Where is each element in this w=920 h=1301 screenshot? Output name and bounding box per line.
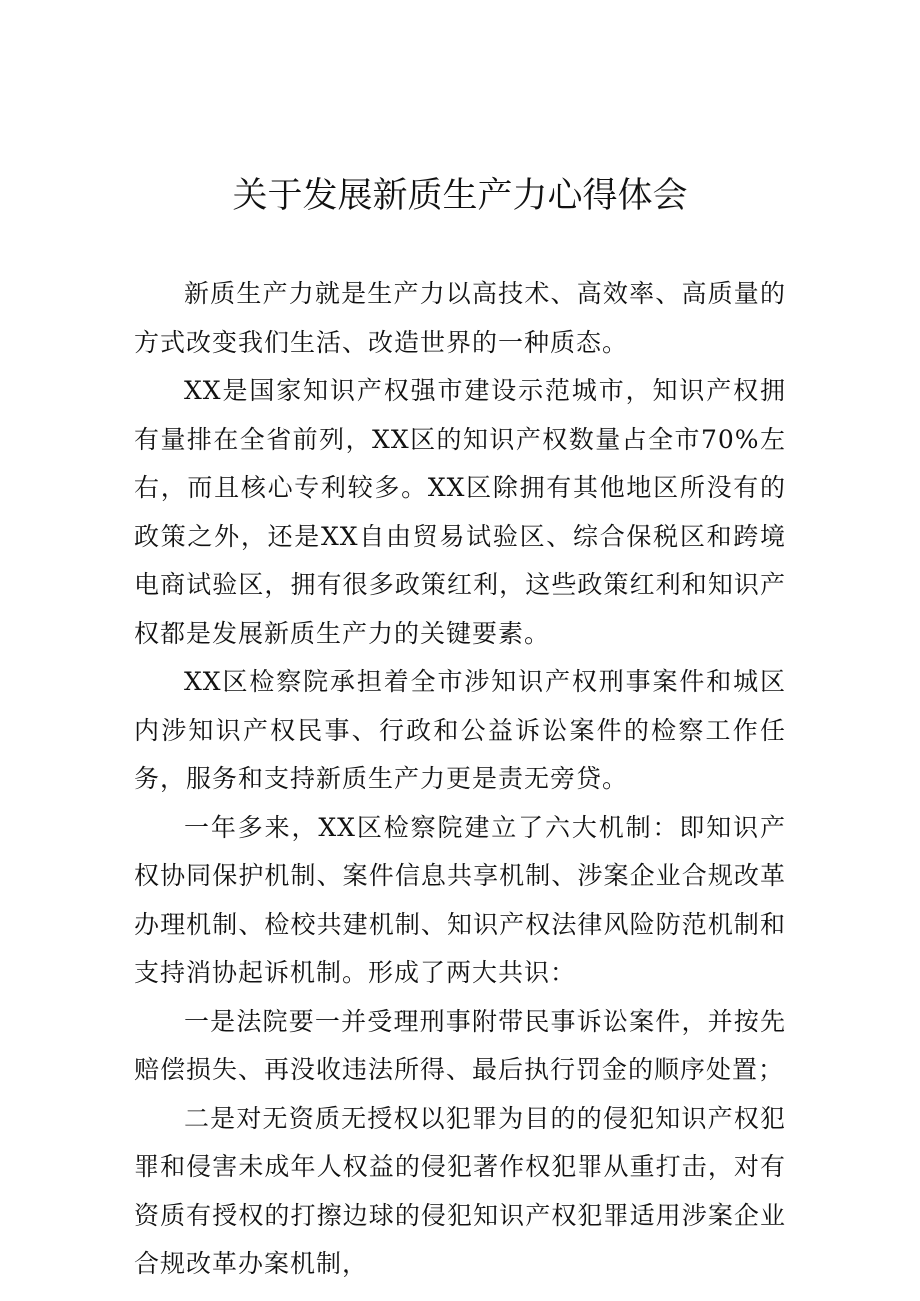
paragraph: 一是法院要一并受理刑事附带民事诉讼案件，并按先赔偿损失、再没收违法所得、最后执行罚金的顺序处置；: [134, 1006, 786, 1084]
paragraph: 新质生产力就是生产力以高技术、高效率、高质量的方式改变我们生活、改造世界的一种质态。: [134, 279, 786, 357]
paragraph: 一年多来，XX区检察院建立了六大机制：即知识产权协同保护机制、案件信息共享机制、涉案企业合规改革办理机制、检校共建机制、知识产权法律风险防范机制和支持消协起诉机制。形成了两大共识：: [134, 812, 786, 987]
paragraph: XX是国家知识产权强市建设示范城市，知识产权拥有量排在全省前列，XX区的知识产权数量占全市70%左右，而且核心专利较多。XX区除拥有其他地区所没有的政策之外，还是XX自由贸易试验区、综合保税区和跨境电商试验区，拥有很多政策红利，这些政策红利和知识产权都是发展新质生产力的关键要素。: [134, 376, 786, 648]
document-body: [134, 270, 786, 1289]
paragraph: 二是对无资质无授权以犯罪为目的的侵犯知识产权犯罪和侵害未成年人权益的侵犯著作权犯罪从重打击，对有资质有授权的打擦边球的侵犯知识产权犯罪适用涉案企业合规改革办案机制，: [134, 1103, 786, 1278]
document-title: 关于发展新质生产力心得体会: [232, 176, 688, 216]
paragraph: XX区检察院承担着全市涉知识产权刑事案件和城区内涉知识产权民事、行政和公益诉讼案件的检察工作任务，服务和支持新质生产力更是责无旁贷。: [134, 667, 786, 793]
